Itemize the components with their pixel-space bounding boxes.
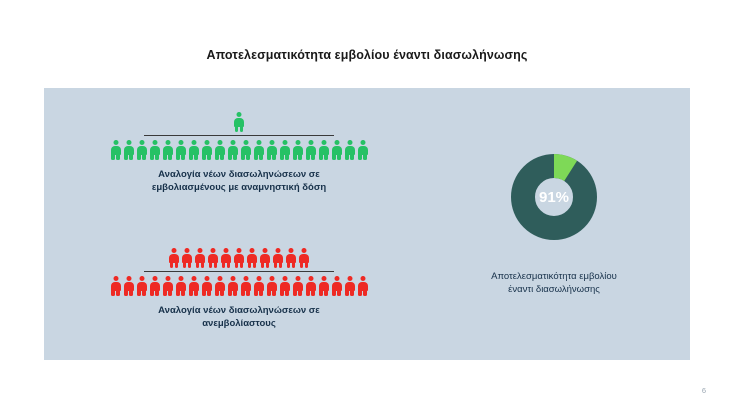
caption-vaccinated-line1: Αναλογία νέων διασωληνώσεων σε [158,169,320,180]
person-icon [194,248,206,268]
person-icon [292,140,304,160]
donut-chart-block [444,154,664,297]
pictogram-top-row-unvaccinated [104,246,374,268]
pictogram-group-vaccinated [104,110,374,195]
person-icon [168,248,180,268]
person-icon [123,276,135,296]
person-icon [292,276,304,296]
page-title: Αποτελεσματικότητα εμβολίου έναντι διασωλήνωσης [206,48,528,62]
person-icon [253,140,265,160]
page-number: 6 [701,386,706,395]
person-icon [181,248,193,268]
person-icon [149,140,161,160]
person-icon [279,140,291,160]
pictogram-top-row-vaccinated [104,110,374,132]
person-icon [357,140,369,160]
caption-unvaccinated-line2: ανεμβολίαστους [202,317,276,329]
person-icon [123,140,135,160]
person-icon [188,140,200,160]
caption-unvaccinated [104,305,374,331]
person-icon [233,112,245,132]
person-icon [266,140,278,160]
person-icon [240,140,252,160]
person-icon [110,276,122,296]
person-icon [175,276,187,296]
person-icon [214,276,226,296]
person-icon [318,276,330,296]
person-icon [136,276,148,296]
person-icon [344,140,356,160]
person-icon [207,248,219,268]
donut-caption-line1: Αποτελεσματικότητα εμβολίου [491,271,617,282]
person-icon [162,276,174,296]
person-icon [201,140,213,160]
person-icon [175,140,187,160]
person-icon [298,248,310,268]
person-icon [253,276,265,296]
person-icon [331,276,343,296]
person-icon [305,140,317,160]
donut-caption [444,270,664,297]
person-icon [162,140,174,160]
person-icon [149,276,161,296]
person-icon [136,140,148,160]
person-icon [305,276,317,296]
donut-caption-line2: έναντι διασωλήνωσης [508,284,600,296]
person-icon [220,248,232,268]
pictogram-bottom-row-unvaccinated [104,276,374,296]
person-icon [331,140,343,160]
person-icon [259,248,271,268]
divider-line-vaccinated [144,135,334,136]
person-icon [188,276,200,296]
divider-line-unvaccinated [144,271,334,272]
chart-panel [44,88,690,360]
donut-value-label: 91% [538,188,570,206]
donut-chart [511,154,597,240]
caption-vaccinated-line2: εμβολιασμένους με αναμνηστική δόση [151,181,327,193]
person-icon [227,276,239,296]
person-icon [240,276,252,296]
person-icon [318,140,330,160]
caption-unvaccinated-line1: Αναλογία νέων διασωληνώσεων σε [158,305,320,316]
person-icon [201,276,213,296]
person-icon [285,248,297,268]
person-icon [214,140,226,160]
person-icon [227,140,239,160]
person-icon [246,248,258,268]
person-icon [344,276,356,296]
pictogram-bottom-row-vaccinated [104,140,374,160]
pictogram-group-unvaccinated [104,246,374,331]
person-icon [233,248,245,268]
caption-vaccinated [104,169,374,195]
person-icon [266,276,278,296]
person-icon [357,276,369,296]
person-icon [279,276,291,296]
person-icon [272,248,284,268]
person-icon [110,140,122,160]
